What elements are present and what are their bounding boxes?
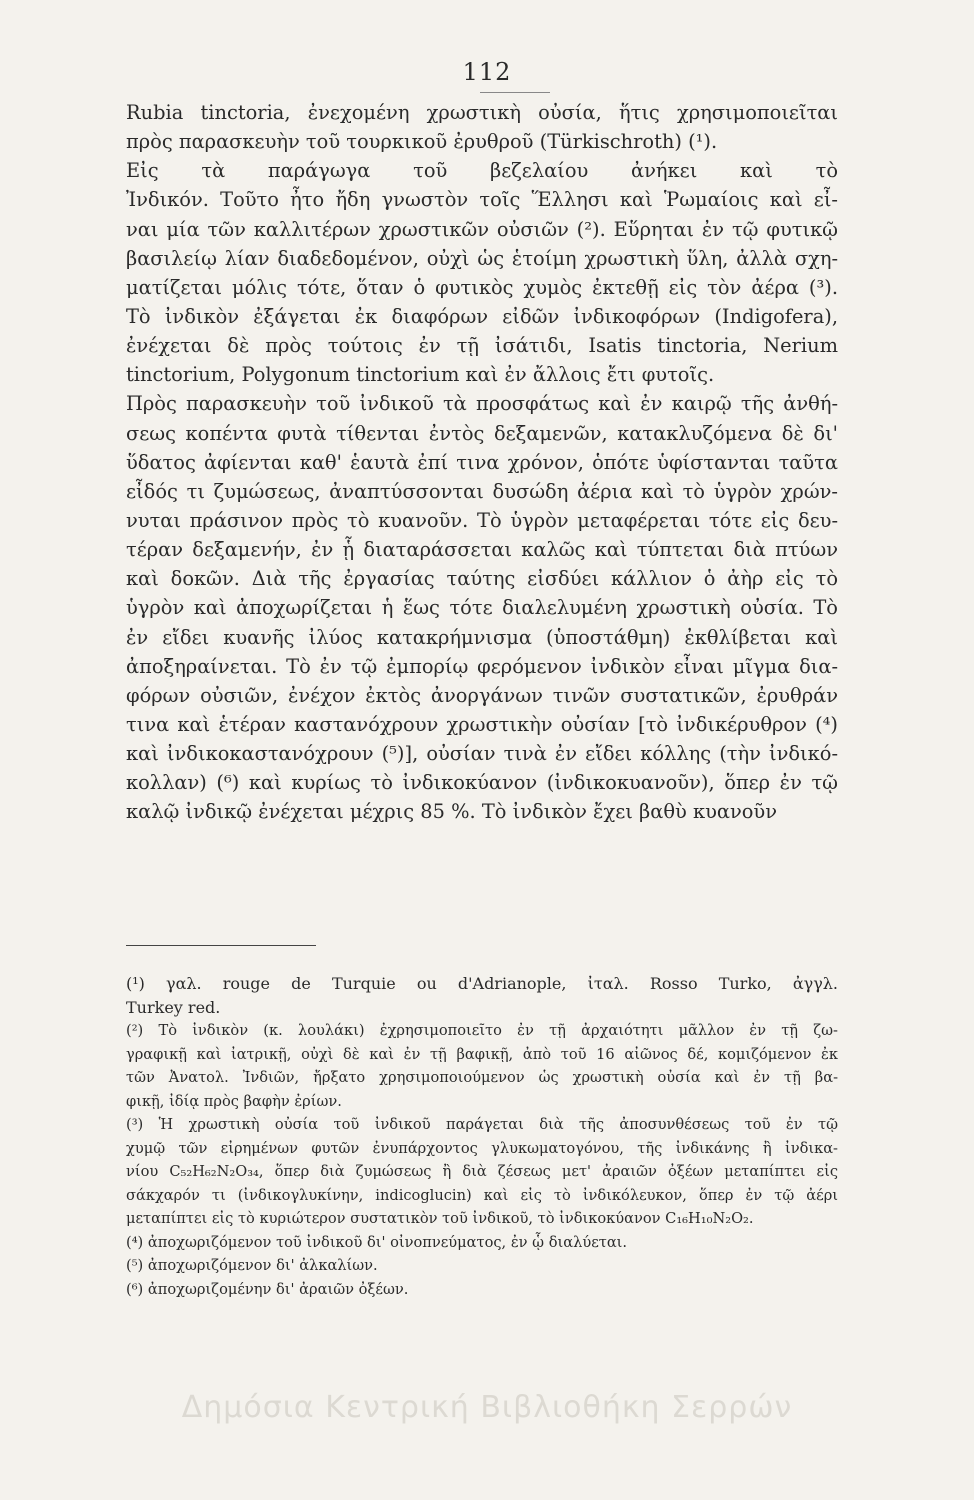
body-line: φόρων οὐσιῶν, ἐνέχον ἐκτὸς ἀνοργάνων τινῶν συστατικῶν, ἐρυθράν — [126, 683, 838, 707]
footnote-line: Turkey red. — [126, 997, 221, 1017]
body-line: ὑγρὸν καὶ ἀποχωρίζεται ἡ ἕως τότε διαλελυμένη χρωστικὴ οὐσία. Τὸ — [126, 596, 838, 620]
footnote-line: φικῇ, ἰδίᾳ πρὸς βαφὴν ἐρίων. — [126, 1092, 342, 1110]
footnote-line: γραφικῇ καὶ ἰατρικῇ, οὐχὶ δὲ καὶ ἐν τῇ βαφικῇ, ἀπὸ τοῦ 16 αἰῶνος δέ, κομιζόμενον ἐκ — [126, 1045, 838, 1063]
body-line: καὶ δοκῶν. Διὰ τῆς ἐργασίας ταύτης εἰσδύει κάλλιον ὁ ἀὴρ εἰς τὸ — [126, 567, 838, 591]
body-line: τέραν δεξαμενήν, ἐν ᾗ διαταράσσεται καλῶς καὶ τύπτεται διὰ πτύων — [126, 538, 838, 562]
body-line: ἐνέχεται δὲ πρὸς τούτοις ἐν τῇ ἰσάτιδι, Isatis tinctoria, Nerium — [126, 334, 838, 358]
footnote-line: χυμῷ τῶν εἰρημένων φυτῶν ἐνυπάρχοντος γλυκωματογόνου, τῆς ἰνδικάνης ἢ ἰνδικα- — [126, 1139, 838, 1157]
body-line: νυται πράσινον πρὸς τὸ κυανοῦν. Τὸ ὑγρὸν μεταφέρεται τότε εἰς δευ- — [126, 508, 838, 532]
body-line: ναι μία τῶν καλλιτέρων χρωστικῶν οὐσιῶν (²). Εὕρηται ἐν τῷ φυτικῷ — [126, 217, 838, 241]
page-number: 112 — [462, 58, 512, 86]
footnote-line: τῶν Ἀνατολ. Ἰνδιῶν, ἤρξατο χρησιμοποιούμενον ὡς χρωστικὴ οὐσία καὶ ἐν τῇ βα- — [126, 1069, 838, 1086]
body-text — [126, 98, 838, 827]
footnote-line: (²) Τὸ ἰνδικὸν (κ. λουλάκι) ἐχρησιμοποιεῖτο ἐν τῇ ἀρχαιότητι μᾶλλον ἐν τῇ ζω- — [126, 1022, 838, 1039]
body-line: Rubia tinctoria, ἐνεχομένη χρωστικὴ οὐσία, ἥτις χρησιμοποιεῖται — [126, 101, 838, 124]
body-line: ἀποξηραίνεται. Τὸ ἐν τῷ ἐμπορίῳ φερόμενον ἰνδικὸν εἶναι μῖγμα δια- — [126, 654, 838, 678]
body-line: Τὸ ἰνδικὸν ἐξάγεται ἐκ διαφόρων εἰδῶν ἰνδικοφόρων (Indigofera), — [126, 304, 838, 328]
footnote-line: (⁴) ἀποχωριζόμενον τοῦ ἰνδικοῦ δι' οἰνοπνεύματος, ἐν ᾧ διαλύεται. — [126, 1233, 628, 1251]
body-line: tinctorium, Polygonum tinctorium καὶ ἐν ἄλλοις ἔτι φυτοῖς. — [126, 363, 715, 387]
body-line: Εἰς τὰ παράγωγα τοῦ βεζελαίου ἀνήκει καὶ τὸ — [126, 159, 838, 183]
body-line: κολλαν) (⁶) καὶ κυρίως τὸ ἰνδικοκύανον (ἰνδικοκυανοῦν), ὅπερ ἐν τῷ — [126, 771, 838, 795]
body-line: Πρὸς παρασκευὴν τοῦ ἰνδικοῦ τὰ προσφάτως καὶ ἐν καιρῷ τῆς ἀνθή- — [126, 392, 838, 416]
body-line: καὶ ἰνδικοκαστανόχρουν (⁵)], οὐσίαν τινὰ ἐν εἴδει κόλλης (τὴν ἰνδικό- — [126, 742, 838, 766]
body-line: ἐν εἴδει κυανῆς ἰλύος κατακρήμνισμα (ὑποστάθμη) ἐκθλίβεται καὶ — [126, 625, 838, 649]
footnote-line: (⁶) ἀποχωριζομένην δι' ἀραιῶν ὀξέων. — [126, 1280, 409, 1298]
footnote-line: νίου C₅₂H₆₂N₂O₃₄, ὅπερ διὰ ζυμώσεως ἢ διὰ ζέσεως μετ' ἀραιῶν ὀξέων μεταπίπτει εἰς — [126, 1163, 838, 1180]
body-line: σεως κοπέντα φυτὰ τίθενται ἐντὸς δεξαμενῶν, κατακλυζόμενα δὲ δι' — [126, 421, 838, 445]
body-line: Ἰνδικόν. Τοῦτο ἦτο ἤδη γνωστὸν τοῖς Ἕλλησι καὶ Ῥωμαίοις καὶ εἶ- — [126, 188, 838, 212]
footnote-line: (¹) γαλ. rouge de Turquie ou d'Adrianople, ἰταλ. Rosso Turko, ἀγγλ. — [126, 974, 838, 993]
body-line: καλῷ ἰνδικῷ ἐνέχεται μέχρις 85 %. Τὸ ἰνδικὸν ἔχει βαθὺ κυανοῦν — [126, 800, 777, 824]
body-line: τινα καὶ ἑτέραν καστανόχρουν χρωστικὴν οὐσίαν [τὸ ἰνδικέρυθρον (⁴) — [126, 712, 838, 736]
footnote-divider — [126, 945, 316, 946]
body-line: ὕδατος ἀφίενται καθ' ἑαυτὰ ἐπί τινα χρόνον, ὁπότε ὑφίστανται ταῦτα — [126, 450, 838, 474]
body-line: πρὸς παρασκευὴν τοῦ τουρκικοῦ ἐρυθροῦ (Türkischroth) (¹). — [126, 130, 718, 154]
footnote-line: (⁵) ἀποχωριζόμενον δι' ἀλκαλίων. — [126, 1257, 378, 1274]
footnote-line: σάκχαρόν τι (ἰνδικογλυκίνην, indicoglucin) καὶ εἰς τὸ ἰνδικόλευκον, ὅπερ ἐν τῷ ἀέρι — [126, 1186, 838, 1204]
footnote-line: μεταπίπτει εἰς τὸ κυριώτερον συστατικὸν τοῦ ἰνδικοῦ, τὸ ἰνδικοκύανον C₁₆H₁₀N₂O₂. — [126, 1210, 754, 1227]
body-line: ματίζεται μόλις τότε, ὅταν ὁ φυτικὸς χυμὸς ἐκτεθῇ εἰς τὸν ἀέρα (³). — [126, 275, 838, 299]
page-number-rule — [480, 92, 550, 93]
footnote-line: (³) Ἡ χρωστικὴ οὐσία τοῦ ἰνδικοῦ παράγεται διὰ τῆς ἀποσυνθέσεως τοῦ ἐν τῷ — [126, 1116, 838, 1133]
footnotes — [126, 972, 838, 1301]
body-line: βασιλείῳ λίαν διαδεδομένον, οὐχὶ ὡς ἑτοίμη χρωστικὴ ὕλη, ἀλλὰ σχη- — [126, 246, 838, 270]
body-line: εἶδός τι ζυμώσεως, ἀναπτύσσονται δυσώδη ἀέρια καὶ τὸ ὑγρὸν χρών- — [126, 479, 838, 503]
library-watermark: Δημόσια Κεντρική Βιβλιοθήκη Σερρών — [181, 1390, 793, 1425]
